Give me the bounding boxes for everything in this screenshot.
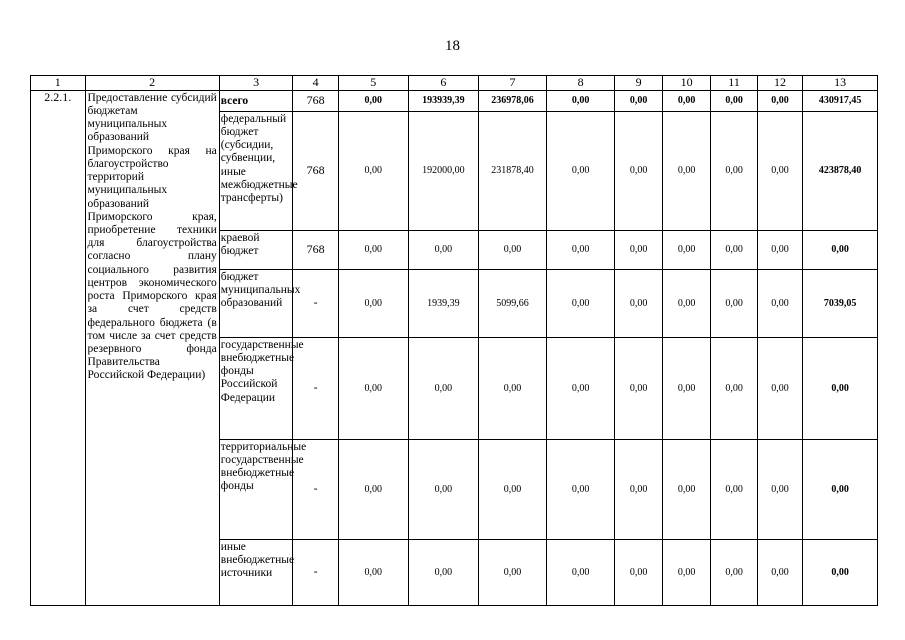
value-cell: 0,00 bbox=[546, 90, 615, 111]
column-header: 6 bbox=[408, 76, 479, 91]
value-cell: 0,00 bbox=[757, 337, 802, 439]
column-header: 9 bbox=[615, 76, 662, 91]
item-code: 2.2.1. bbox=[31, 90, 86, 605]
column-header: 7 bbox=[479, 76, 547, 91]
value-cell: 0,00 bbox=[408, 439, 479, 539]
funding-source: всего bbox=[219, 90, 293, 111]
value-cell: 0,00 bbox=[711, 111, 757, 230]
column-header: 5 bbox=[338, 76, 408, 91]
funding-source: иные внебюджетные источники bbox=[219, 539, 293, 605]
value-cell: 0,00 bbox=[757, 269, 802, 337]
value-cell: 0,00 bbox=[338, 111, 408, 230]
value-cell: 192000,00 bbox=[408, 111, 479, 230]
value-cell: 0,00 bbox=[546, 439, 615, 539]
grbs-code: 768 bbox=[293, 90, 338, 111]
total-cell: 7039,05 bbox=[803, 269, 878, 337]
value-cell: 0,00 bbox=[408, 230, 479, 269]
value-cell: 0,00 bbox=[711, 539, 757, 605]
value-cell: 0,00 bbox=[615, 337, 662, 439]
value-cell: 0,00 bbox=[615, 90, 662, 111]
funding-source: государственные внебюджетные фонды Российской Федерации bbox=[219, 337, 293, 439]
budget-table bbox=[30, 75, 878, 606]
value-cell: 0,00 bbox=[615, 111, 662, 230]
funding-source: бюджет муниципальных образований bbox=[219, 269, 293, 337]
value-cell: 231878,40 bbox=[479, 111, 547, 230]
value-cell: 0,00 bbox=[338, 269, 408, 337]
value-cell: 0,00 bbox=[711, 269, 757, 337]
value-cell: 0,00 bbox=[338, 230, 408, 269]
grbs-code: - bbox=[293, 439, 338, 539]
page-number: 18 bbox=[445, 38, 460, 54]
value-cell: 0,00 bbox=[757, 90, 802, 111]
value-cell: 0,00 bbox=[662, 230, 710, 269]
value-cell: 0,00 bbox=[546, 269, 615, 337]
value-cell: 0,00 bbox=[546, 337, 615, 439]
value-cell: 0,00 bbox=[615, 439, 662, 539]
item-description: Предоставление субсидий бюджетам муниципальных образований Приморского края на благоустройство территорий муниципальных образований Приморского края, приобретение техники для благоустройства согласно плану социального развития центров экономического роста Приморского края за счет средств федерального бюджета (в том числе за счет средств резервного фонда Правительства Российской Федерации) bbox=[85, 90, 219, 605]
funding-source: федеральный бюджет (субсидии, субвенции, иные межбюджетные трансферты) bbox=[219, 111, 293, 230]
total-cell: 0,00 bbox=[803, 439, 878, 539]
value-cell: 0,00 bbox=[408, 539, 479, 605]
funding-source: территориальные государственные внебюджетные фонды bbox=[219, 439, 293, 539]
value-cell: 0,00 bbox=[615, 269, 662, 337]
total-cell: 0,00 bbox=[803, 337, 878, 439]
value-cell: 0,00 bbox=[338, 539, 408, 605]
value-cell: 236978,06 bbox=[479, 90, 547, 111]
funding-source: краевой бюджет bbox=[219, 230, 293, 269]
value-cell: 0,00 bbox=[615, 539, 662, 605]
column-header: 13 bbox=[803, 76, 878, 91]
value-cell: 0,00 bbox=[408, 337, 479, 439]
total-cell: 430917,45 bbox=[803, 90, 878, 111]
table-header-row bbox=[31, 76, 878, 91]
grbs-code: 768 bbox=[293, 230, 338, 269]
value-cell: 0,00 bbox=[662, 439, 710, 539]
value-cell: 0,00 bbox=[662, 539, 710, 605]
total-cell: 0,00 bbox=[803, 230, 878, 269]
total-cell: 423878,40 bbox=[803, 111, 878, 230]
value-cell: 0,00 bbox=[338, 439, 408, 539]
grbs-code: - bbox=[293, 337, 338, 439]
value-cell: 5099,66 bbox=[479, 269, 547, 337]
column-header: 4 bbox=[293, 76, 338, 91]
value-cell: 0,00 bbox=[757, 539, 802, 605]
grbs-code: - bbox=[293, 269, 338, 337]
column-header: 12 bbox=[757, 76, 802, 91]
value-cell: 1939,39 bbox=[408, 269, 479, 337]
column-header: 1 bbox=[31, 76, 86, 91]
column-header: 11 bbox=[711, 76, 757, 91]
grbs-code: - bbox=[293, 539, 338, 605]
value-cell: 0,00 bbox=[546, 539, 615, 605]
value-cell: 0,00 bbox=[662, 90, 710, 111]
value-cell: 0,00 bbox=[662, 337, 710, 439]
value-cell: 0,00 bbox=[479, 337, 547, 439]
value-cell: 0,00 bbox=[711, 337, 757, 439]
value-cell: 0,00 bbox=[662, 111, 710, 230]
value-cell: 0,00 bbox=[615, 230, 662, 269]
value-cell: 0,00 bbox=[479, 439, 547, 539]
column-header: 8 bbox=[546, 76, 615, 91]
value-cell: 0,00 bbox=[711, 439, 757, 539]
table-row bbox=[31, 90, 878, 111]
value-cell: 0,00 bbox=[757, 111, 802, 230]
value-cell: 0,00 bbox=[546, 111, 615, 230]
value-cell: 0,00 bbox=[757, 230, 802, 269]
value-cell: 0,00 bbox=[711, 90, 757, 111]
total-cell: 0,00 bbox=[803, 539, 878, 605]
value-cell: 0,00 bbox=[338, 90, 408, 111]
column-header: 10 bbox=[662, 76, 710, 91]
column-header: 3 bbox=[219, 76, 293, 91]
value-cell: 0,00 bbox=[546, 230, 615, 269]
grbs-code: 768 bbox=[293, 111, 338, 230]
column-header: 2 bbox=[85, 76, 219, 91]
value-cell: 0,00 bbox=[338, 337, 408, 439]
value-cell: 0,00 bbox=[757, 439, 802, 539]
value-cell: 0,00 bbox=[479, 230, 547, 269]
value-cell: 0,00 bbox=[479, 539, 547, 605]
value-cell: 0,00 bbox=[662, 269, 710, 337]
value-cell: 0,00 bbox=[711, 230, 757, 269]
value-cell: 193939,39 bbox=[408, 90, 479, 111]
